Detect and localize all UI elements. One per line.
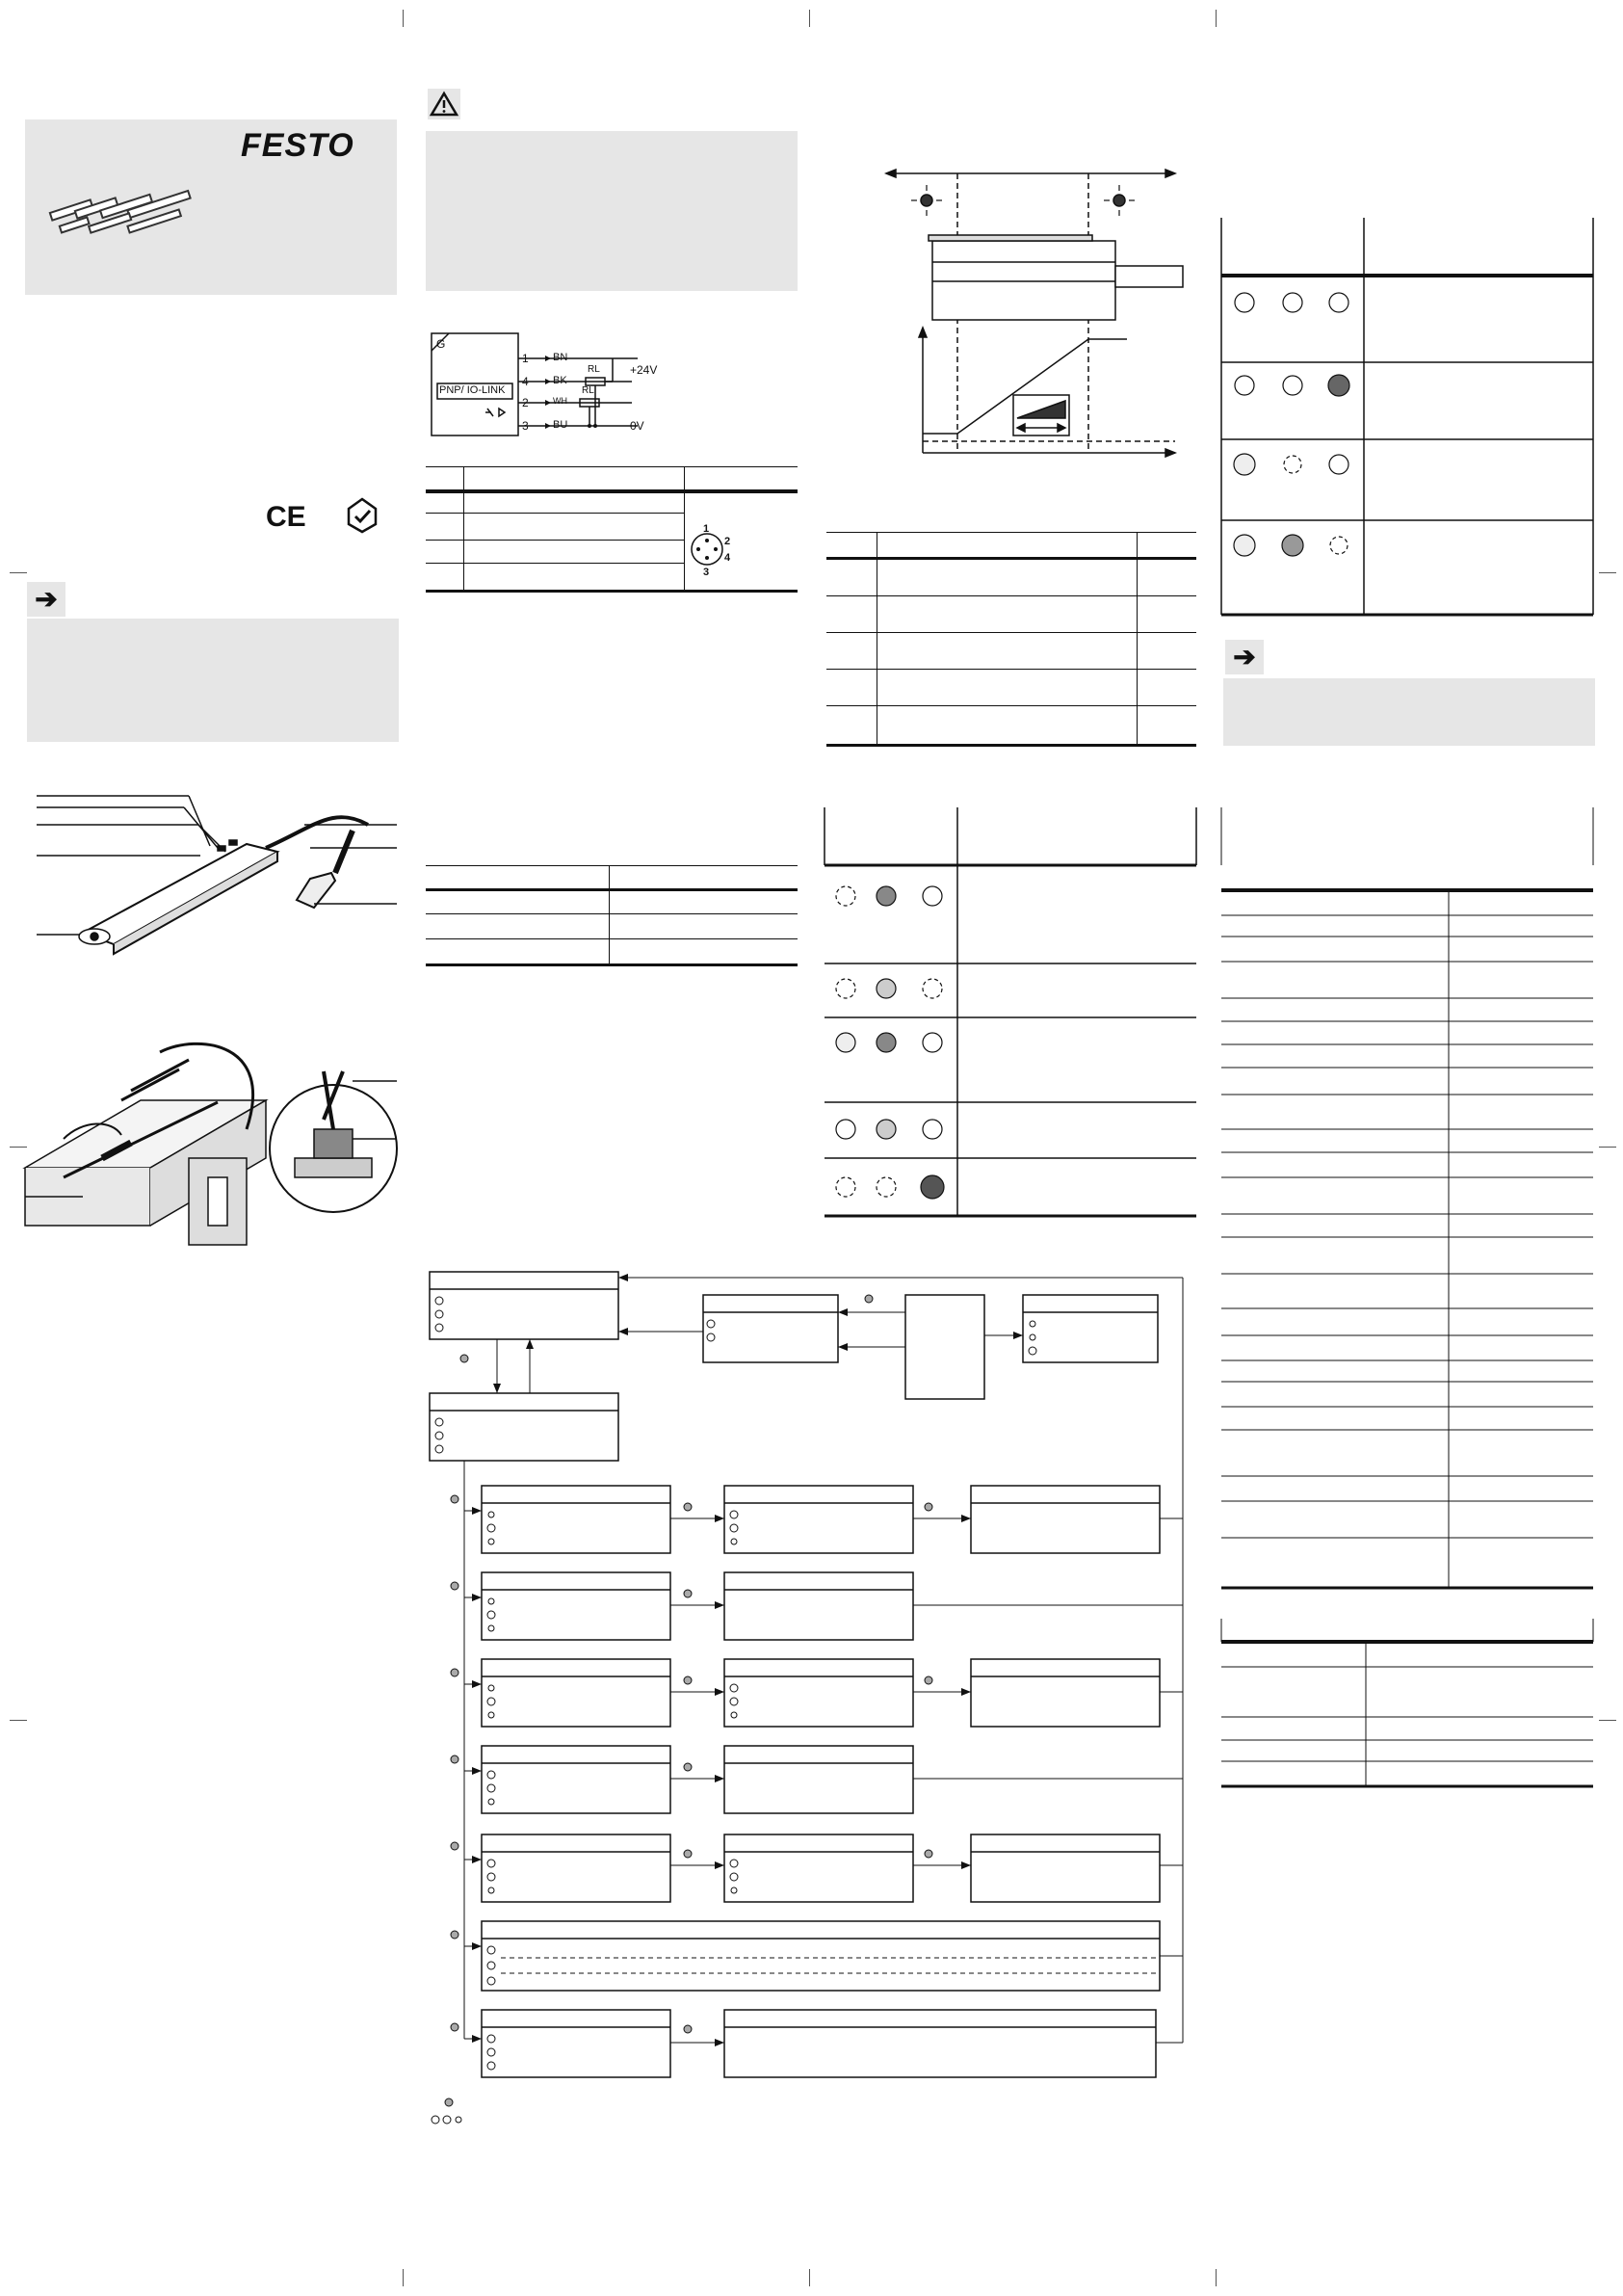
crop-mark xyxy=(10,572,27,573)
table-rule xyxy=(426,540,684,541)
ce-mark: CE xyxy=(266,501,306,533)
arrow-right-icon: ➔ xyxy=(27,582,65,617)
arrow-right-icon: ➔ xyxy=(1225,640,1264,674)
table-rule xyxy=(426,489,798,493)
pnp-io-link-label: PNP/ IO-LINK xyxy=(439,384,506,396)
table-rule xyxy=(426,938,798,939)
menu-flowchart xyxy=(405,1262,1194,2149)
led-status-table xyxy=(825,807,1200,1220)
table-rule xyxy=(609,865,610,963)
crop-mark xyxy=(809,10,810,27)
table-rule xyxy=(826,557,1196,560)
product-sensors-icon xyxy=(46,183,220,251)
block-letter: G xyxy=(436,337,446,351)
table-rule xyxy=(826,532,1196,533)
table-rule xyxy=(426,513,684,514)
pin-label: 4 xyxy=(522,375,529,388)
table-rule xyxy=(826,705,1196,706)
table-rule xyxy=(426,913,798,914)
sensing-range-diagram xyxy=(867,154,1194,472)
table-rule xyxy=(426,466,798,467)
table-rule xyxy=(1137,532,1138,746)
pin-label: 3 xyxy=(522,419,529,433)
connector-pin: 1 xyxy=(703,523,710,535)
resistor-label: RL xyxy=(582,385,594,396)
connector-pin: 2 xyxy=(724,536,731,547)
led-status-table-2 xyxy=(1221,218,1597,619)
table-rule xyxy=(426,888,798,891)
product-illustration xyxy=(25,788,397,962)
crop-mark xyxy=(403,2269,404,2286)
pin-label: 2 xyxy=(522,396,529,409)
connector-pin: 3 xyxy=(703,567,710,578)
connector-pin: 4 xyxy=(724,552,731,564)
technical-data-table xyxy=(1221,807,1597,1596)
crop-mark xyxy=(809,2269,810,2286)
table-rule xyxy=(426,963,798,966)
table-rule xyxy=(826,669,1196,670)
table-rule xyxy=(426,865,798,866)
brand-logo: FESTO xyxy=(241,127,354,164)
wire-color: WH xyxy=(553,396,567,406)
spec-table xyxy=(1221,1619,1597,1792)
table-rule xyxy=(826,744,1196,747)
table-rule xyxy=(826,632,1196,633)
pin-label: 1 xyxy=(522,352,529,365)
table-rule xyxy=(463,466,464,590)
supply-minus: 0V xyxy=(630,419,644,433)
connector-pinout-icon xyxy=(686,520,749,580)
wire-color: BK xyxy=(553,375,567,386)
table-rule xyxy=(826,595,1196,596)
table-rule xyxy=(426,590,798,593)
crop-mark xyxy=(1216,2269,1217,2286)
warning-panel xyxy=(426,131,798,291)
wire-color: BN xyxy=(553,352,568,363)
note-panel xyxy=(1223,678,1595,746)
table-rule xyxy=(684,466,685,590)
resistor-label: RL xyxy=(588,364,600,375)
supply-plus: +24V xyxy=(630,363,658,377)
note-panel xyxy=(27,619,399,742)
crop-mark xyxy=(1599,572,1616,573)
rcm-mark-icon xyxy=(343,495,381,534)
crop-mark xyxy=(1216,10,1217,27)
crop-mark xyxy=(403,10,404,27)
table-rule xyxy=(426,563,684,564)
crop-mark xyxy=(1599,1720,1616,1721)
crop-mark xyxy=(10,1720,27,1721)
mounting-illustration xyxy=(25,1042,397,1245)
wire-color: BU xyxy=(553,419,568,431)
warning-triangle-icon xyxy=(428,89,460,119)
crop-mark xyxy=(1599,1147,1616,1148)
